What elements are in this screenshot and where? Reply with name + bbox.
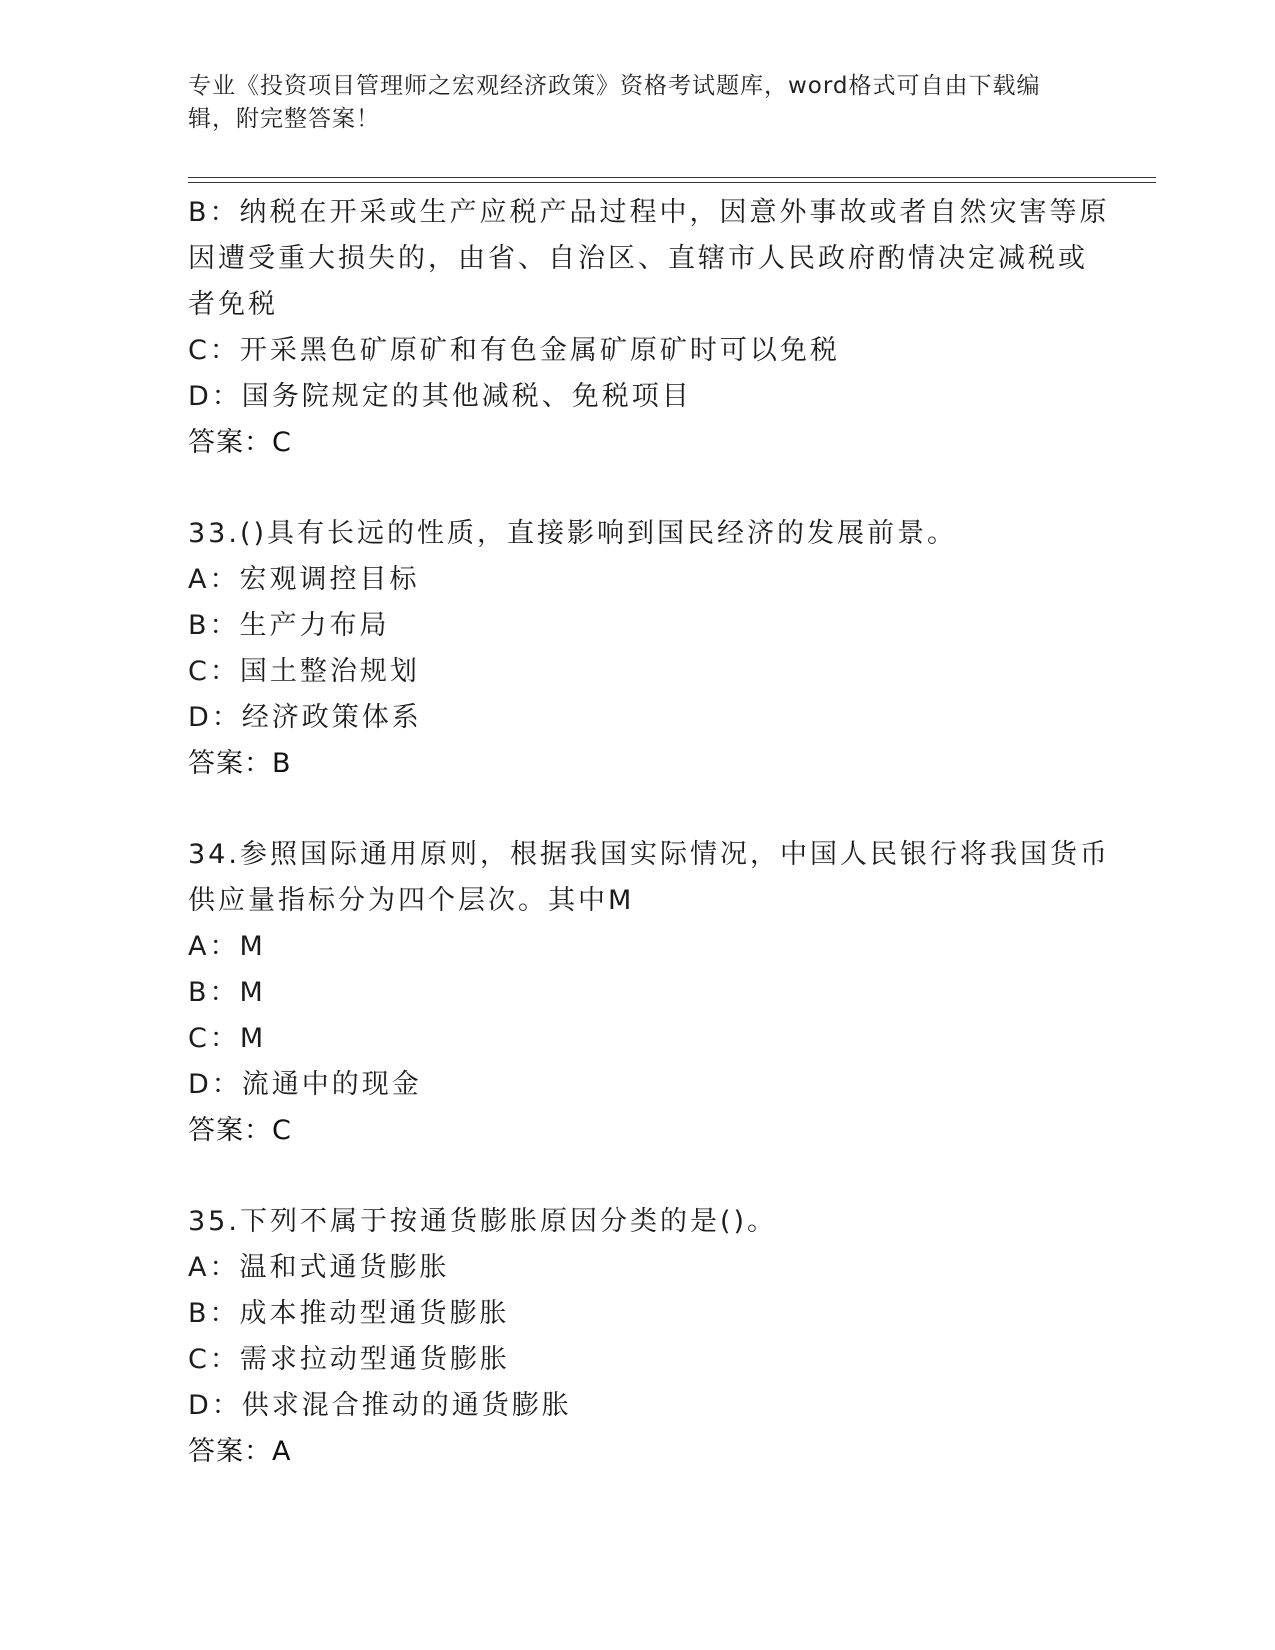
header-rule-top (188, 177, 1156, 178)
question-content (188, 190, 1110, 1475)
option-b-line-1: B：纳税在开采或生产应税产品过程中，因意外事故或者自然灾害等原 (188, 197, 1110, 228)
option-a: A：M (188, 931, 266, 962)
option-a: A：宏观调控目标 (188, 564, 420, 595)
option-d: D：供求混合推动的通货膨胀 (188, 1390, 572, 1421)
question-stem-line-1: 34.参照国际通用原则，根据我国实际情况，中国人民银行将我国货币 (188, 839, 1110, 870)
spacer (188, 1154, 1088, 1199)
option-d: D：国务院规定的其他减税、免税项目 (188, 381, 692, 412)
answer: 答案：C (188, 1115, 292, 1146)
question-34 (188, 832, 1110, 1154)
question-stem-line-1: 33.()具有长远的性质，直接影响到国民经济的发展前景。 (188, 518, 958, 549)
answer: 答案：B (188, 748, 292, 779)
question-32-continued (188, 190, 1110, 466)
option-b-line-3: 者免税 (188, 289, 278, 320)
option-a: A：温和式通货膨胀 (188, 1252, 450, 1283)
option-b: B：M (188, 977, 266, 1008)
option-c: C：国土整治规划 (188, 656, 420, 687)
header-note-line-1: 专业《投资项目管理师之宏观经济政策》资格考试题库，word格式可自由下载编 (188, 73, 1041, 99)
question-33 (188, 511, 1088, 787)
header-note-line-2: 辑，附完整答案！ (188, 106, 380, 132)
question-35 (188, 1199, 1088, 1475)
question-stem-line-1: 35.下列不属于按通货膨胀原因分类的是()。 (188, 1206, 778, 1237)
option-b: B：生产力布局 (188, 610, 390, 641)
header-rule-bottom (188, 182, 1156, 183)
question-stem-line-2: 供应量指标分为四个层次。其中M (188, 885, 635, 916)
option-d: D：经济政策体系 (188, 702, 422, 733)
option-c: C：需求拉动型通货膨胀 (188, 1344, 510, 1375)
option-c: C：M (188, 1023, 267, 1054)
answer: 答案：C (188, 427, 292, 458)
option-b-line-2: 因遭受重大损失的，由省、自治区、直辖市人民政府酌情决定减税或 (188, 243, 1088, 274)
header-note (188, 70, 1088, 136)
answer: 答案：A (188, 1436, 292, 1467)
spacer (188, 787, 1088, 832)
option-c: C：开采黑色矿原矿和有色金属矿原矿时可以免税 (188, 335, 840, 366)
option-d: D：流通中的现金 (188, 1069, 422, 1100)
option-b: B：成本推动型通货膨胀 (188, 1298, 510, 1329)
spacer (188, 466, 1088, 511)
